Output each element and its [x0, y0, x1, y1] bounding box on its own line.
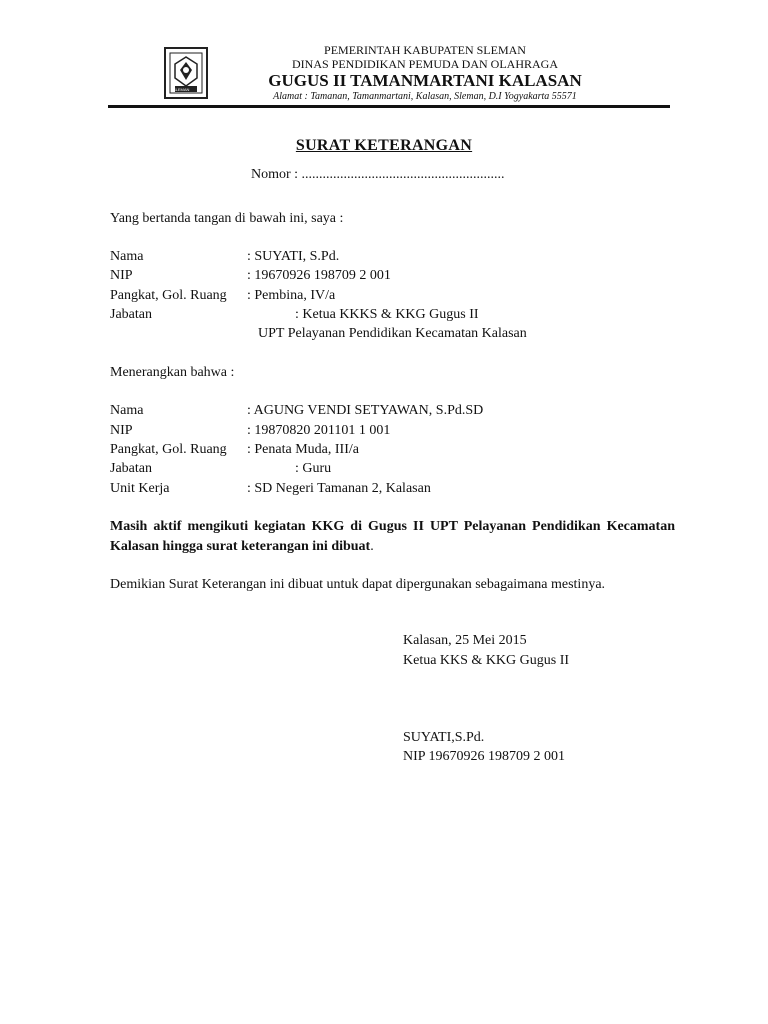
- signature-nip: NIP 19670926 198709 2 001: [403, 749, 566, 764]
- subject-unit-label: Unit Kerja: [110, 481, 170, 496]
- menerangkan-text: Menerangkan bahwa :: [110, 365, 235, 380]
- letterhead-line-1: PEMERINTAH KABUPATEN SLEMAN: [324, 43, 526, 57]
- signer-nama-label: Nama: [110, 249, 144, 264]
- document-number: Nomor : ..........................................................: [251, 167, 505, 182]
- signature-place-date: Kalasan, 25 Mei 2015: [403, 633, 527, 648]
- subject-nip-label: NIP: [110, 423, 133, 438]
- subject-jabatan-value: : Guru: [295, 461, 332, 476]
- letterhead-line-2: DINAS PENDIDIKAN PEMUDA DAN OLAHRAGA: [292, 57, 558, 71]
- statement-period: .: [370, 539, 374, 554]
- subject-nama-value: : AGUNG VENDI SETYAWAN, S.Pd.SD: [247, 403, 484, 418]
- intro-text: Yang bertanda tangan di bawah ini, saya :: [110, 211, 344, 226]
- subject-unit-value: : SD Negeri Tamanan 2, Kalasan: [247, 481, 431, 496]
- signer-nip-label: NIP: [110, 268, 133, 283]
- subject-pangkat-value: : Penata Muda, III/a: [247, 442, 359, 457]
- closing-text: Demikian Surat Keterangan ini dibuat untuk dapat dipergunakan sebagaimana mestinya.: [110, 577, 606, 592]
- sleman-regency-emblem-icon: [164, 47, 208, 99]
- signer-jabatan-label: Jabatan: [110, 307, 152, 322]
- subject-jabatan-label: Jabatan: [110, 461, 152, 476]
- signature-position: Ketua KKS & KKG Gugus II: [403, 653, 570, 668]
- subject-nip-value: : 19870820 201101 1 001: [247, 423, 391, 438]
- emblem-text: SLEMAN: [173, 87, 190, 92]
- signer-jabatan-value: : Ketua KKKS & KKG Gugus II: [295, 307, 479, 322]
- signer-pangkat-value: : Pembina, IV/a: [247, 288, 336, 303]
- subject-nama-label: Nama: [110, 403, 144, 418]
- statement-paragraph: [110, 517, 675, 557]
- letterhead-address: Alamat : Tamanan, Tamanmartani, Kalasan, Sleman, D.I Yogyakarta 55571: [273, 91, 577, 102]
- signer-jabatan-value-2: UPT Pelayanan Pendidikan Kecamatan Kalasan: [258, 326, 527, 341]
- statement-text: Masih aktif mengikuti kegiatan KKG di Gugus II UPT Pelayanan Pendidikan Kecamatan Kalasan hingga surat keterangan ini dibuat: [110, 519, 675, 554]
- signature-name: SUYATI,S.Pd.: [403, 730, 485, 745]
- letterhead-line-3: GUGUS II TAMANMARTANI KALASAN: [268, 71, 582, 90]
- subject-pangkat-label: Pangkat, Gol. Ruang: [110, 442, 227, 457]
- signer-pangkat-label: Pangkat, Gol. Ruang: [110, 288, 227, 303]
- signer-nama-value: : SUYATI, S.Pd.: [247, 249, 340, 264]
- document-title: SURAT KETERANGAN: [295, 137, 473, 154]
- signer-nip-value: : 19670926 198709 2 001: [247, 268, 391, 283]
- letterhead-divider: [108, 105, 670, 108]
